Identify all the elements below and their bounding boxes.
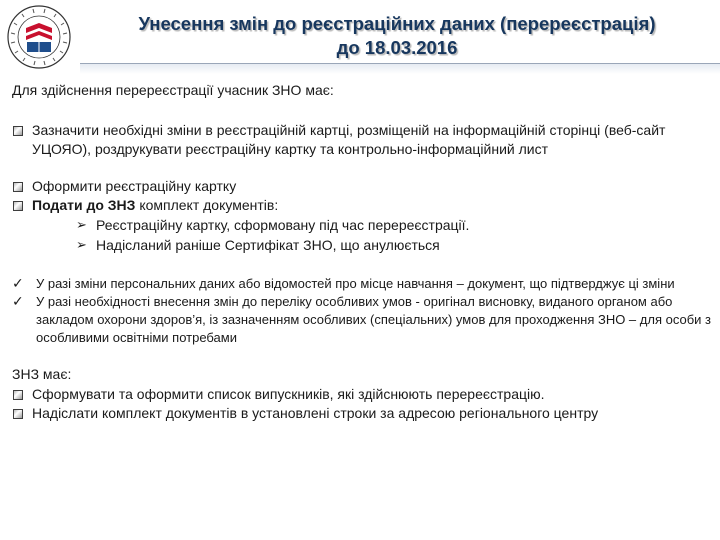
- note-item: ✓ У разі зміни персональних даних або відомостей про місце навчання – документ, що підтверджує ці зміни: [12, 275, 712, 293]
- page-title: [80, 12, 714, 60]
- title-line-1: Унесення змін до реєстраційних даних (перереєстрація): [138, 13, 656, 34]
- list-item: Надіслати комплект документів в установлені строки за адресою регіонального центру: [12, 404, 712, 424]
- emphasis-text: Подати до ЗНЗ: [32, 197, 136, 214]
- header-divider: [80, 63, 720, 74]
- sub-list-item: ➢ Реєстраційну картку, сформовану під час перереєстрації.: [12, 216, 712, 236]
- intro-text: Для здійснення перереєстрації учасник ЗНО має:: [12, 82, 334, 98]
- list-item-rest: комплект документів:: [135, 197, 279, 214]
- emblem-logo: [3, 3, 75, 71]
- list-item: Сформувати та оформити список випускників, які здійснюють перереєстрацію.: [12, 385, 712, 405]
- slide-body: [12, 81, 712, 424]
- list-item: Зазначити необхідні зміни в реєстраційній картці, розміщеній на інформаційній сторінці (веб-сайт УЦОЯО), роздрукувати реєстраційну картку та контрольно-інформаційний лист: [12, 121, 712, 160]
- list-item: [12, 196, 712, 216]
- list-item: Оформити реєстраційну картку: [12, 177, 712, 197]
- sub-list-item: ➢ Надісланий раніше Сертифікат ЗНО, що анулюється: [12, 236, 712, 256]
- school-heading: ЗНЗ має:: [12, 366, 72, 383]
- title-line-2: до 18.03.2016: [336, 37, 458, 58]
- note-item: ✓ У разі необхідності внесення змін до переліку особливих умов - оригінал висновку, виданого органом або закладом охорони здоров’я, із зазначенням особливих (спеціальних) умов для проходження ЗНО – для особи з особливими освітніми потребами: [12, 293, 712, 347]
